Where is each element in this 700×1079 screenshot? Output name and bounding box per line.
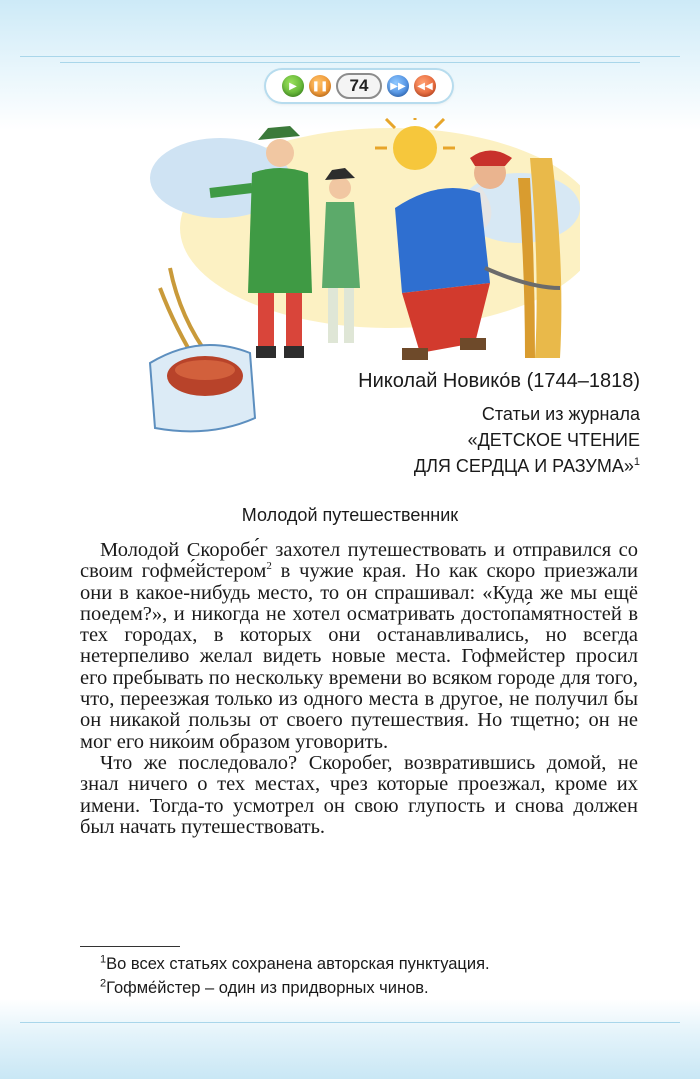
forward-icon[interactable]: ▶▶ [387,75,409,97]
story-title: Молодой путешественник [241,505,459,525]
footnote [100,952,640,976]
source-subtitle [300,401,640,479]
header-decor-line [20,56,680,57]
rewind-icon[interactable]: ◀◀ [414,75,436,97]
footnote-mark: 2 [100,977,107,990]
footnote-ref: 2 [266,560,272,573]
source-line [300,453,640,479]
footnote-divider [80,946,180,947]
footnotes [100,952,640,1000]
story-body [80,540,638,838]
bread-on-towel [150,345,255,431]
footer-decor-line [20,1022,680,1023]
source-line: Статьи из журнала [481,404,640,424]
paragraph-text: Молодой Скоробе́г захотел путешествовать и отправился со своим гофме́йстером [80,539,638,583]
source-line-text: ДЛЯ СЕРДЦА И РАЗУМА» [413,456,634,476]
source-line: «ДЕТСКОЕ ЧТЕНИЕ [467,430,640,450]
page-footer-band [0,999,700,1079]
footnote [100,976,640,1000]
footnote-ref: 1 [633,456,640,468]
page-navigation [266,70,452,102]
header-decor-line [60,62,640,63]
page-number: 74 [336,73,382,99]
paragraph: Что же последовало? Скоробег, возвратившись домой, не знал ничего о тех местах, чрез которые проезжал, кроме их имени. Тогда-то усмотрел он свою глупость и снова должен был начать путешествовать. [80,751,638,838]
paragraph-text: в чужие края. Но как скоро приезжали они в какое-нибудь место, то он спрашивал: «Куда же мы ещё поедем?», и никогда не хотел осматривать достопа́мятностей в тех городах, в которых они останавливались, но всегда нетерпеливо желал видеть новые места. Гофмейстер просил его пребывать по нескольку времени во всяком городе для того, что, переезжая только из одного места в другое, не получил бы он никакой пользы от своего путешествия. Но тщетно; он не мог его нико́им образом уговорить. [80,560,638,753]
page-header-band [0,0,700,130]
play-icon[interactable]: ▶ [282,75,304,97]
sky-background [150,128,580,328]
pause-icon[interactable]: ❚❚ [309,75,331,97]
footnote-text: Гофме́йстер – один из придворных чинов. [106,979,429,997]
author-name: Николай Новико́в (1744–1818) [358,370,640,392]
footnote-mark: 1 [100,953,107,966]
paragraph [80,540,638,753]
footnote-text: Во всех статьях сохранена авторская пунктуация. [106,955,490,973]
